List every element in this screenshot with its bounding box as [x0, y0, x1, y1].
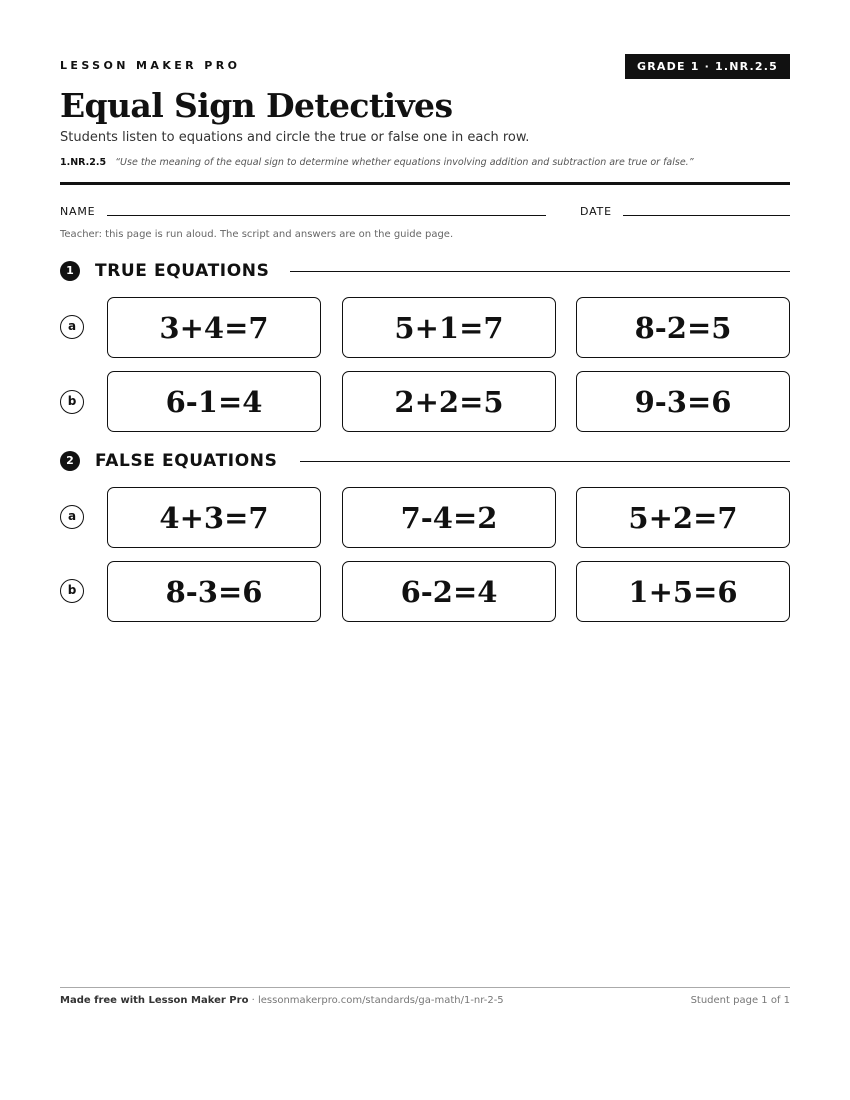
- name-label: NAME: [60, 205, 96, 218]
- grade-badge: GRADE 1 · 1.NR.2.5: [625, 54, 790, 79]
- footer-page-label: Student page 1 of 1: [690, 995, 790, 1006]
- standard-line: [60, 157, 694, 168]
- row-label: a: [60, 505, 84, 529]
- page-title: Equal Sign Detectives: [60, 86, 453, 125]
- section-title: TRUE EQUATIONS: [95, 259, 281, 283]
- equation-card[interactable]: 2+2=5: [342, 371, 556, 432]
- teacher-note: Teacher: this page is run aloud. The script and answers are on the guide page.: [60, 229, 454, 240]
- standard-code: 1.NR.2.5: [60, 157, 107, 168]
- equation-card[interactable]: 3+4=7: [107, 297, 321, 358]
- worksheet-page: [60, 0, 790, 1100]
- brand-name: LESSON MAKER PRO: [60, 59, 241, 72]
- equation-card[interactable]: 8-2=5: [576, 297, 790, 358]
- section-rule: [300, 461, 790, 462]
- section-title: FALSE EQUATIONS: [95, 449, 289, 473]
- equation-card[interactable]: 5+1=7: [342, 297, 556, 358]
- name-field[interactable]: [107, 215, 546, 216]
- date-label: DATE: [580, 205, 612, 218]
- equation-card[interactable]: 5+2=7: [576, 487, 790, 548]
- row-label: b: [60, 390, 84, 414]
- standard-text: “Use the meaning of the equal sign to determine whether equations involving addition and subtraction are true or false.”: [115, 157, 694, 168]
- section-false-equations: [60, 449, 790, 473]
- footer-url[interactable]: · lessonmakerpro.com/standards/ga-math/1-nr-2-5: [248, 995, 504, 1006]
- section-rule: [290, 271, 790, 272]
- equation-card[interactable]: 1+5=6: [576, 561, 790, 622]
- row-label: a: [60, 315, 84, 339]
- row-label: b: [60, 579, 84, 603]
- section-number: 2: [60, 451, 80, 471]
- equation-card[interactable]: 6-2=4: [342, 561, 556, 622]
- equation-card[interactable]: 4+3=7: [107, 487, 321, 548]
- footer-made-with: Made free with Lesson Maker Pro: [60, 995, 249, 1006]
- equation-card[interactable]: 8-3=6: [107, 561, 321, 622]
- page-subtitle: Students listen to equations and circle the true or false one in each row.: [60, 130, 530, 145]
- date-field[interactable]: [623, 215, 790, 216]
- equation-card[interactable]: 6-1=4: [107, 371, 321, 432]
- footer-credit: [60, 995, 504, 1006]
- section-number: 1: [60, 261, 80, 281]
- section-true-equations: [60, 259, 790, 283]
- equation-card[interactable]: 7-4=2: [342, 487, 556, 548]
- header-divider: [60, 182, 790, 185]
- footer-divider: [60, 987, 790, 988]
- equation-card[interactable]: 9-3=6: [576, 371, 790, 432]
